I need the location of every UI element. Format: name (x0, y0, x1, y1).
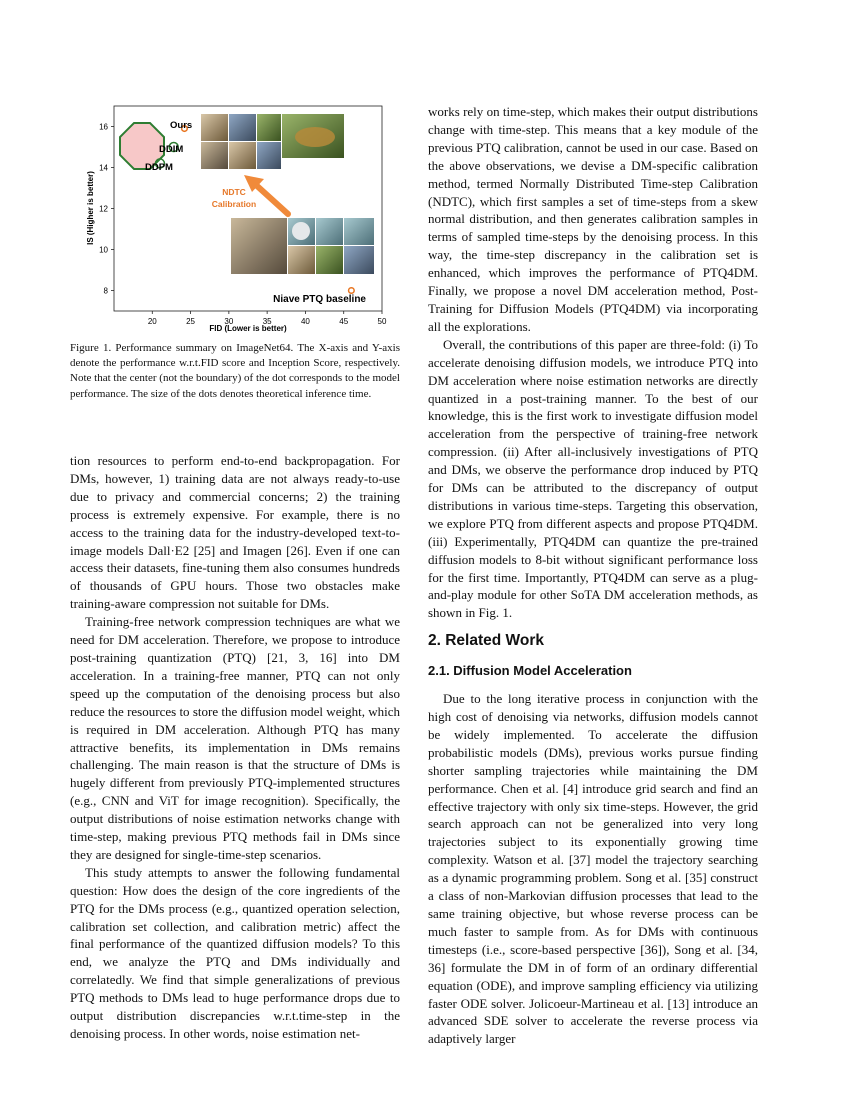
x-axis-label: FID (Lower is better) (209, 324, 287, 333)
left-paragraph-2: Training-free network compression techniques are what we need for DM acceleration. Therefore, we propose to introduce post-training quantization (PTQ) [21, 3, 16] into DM acceleration. In a training-free manner, PTQ can not only speed up the computation of the denoising process but also reduce the resources to store the diffusion model weight, which is required in DM acceleration. Although PTQ has many attractive benefits, its implementation in DMs remains challenging. The main reason is that the structure of DMs is hugely different from previously PTQ-implemented structures (e.g., CNN and ViT for image recognition). Specifically, the output distributions of noise estimation networks change with time-step, making previous PTQ methods fail in DMs since they are designed for single-time-step scenarios. (70, 614, 400, 862)
x-tick-label: 20 (147, 317, 157, 326)
x-tick-label: 35 (262, 317, 272, 326)
generated-images-top (201, 114, 344, 169)
y-tick-label: 14 (99, 163, 108, 173)
left-column (70, 452, 400, 1043)
x-tick-label: 40 (300, 317, 310, 326)
right-paragraph-1: works rely on time-step, which makes their output distributions change with time-step. This means that a key module of the previous PTQ calibration, cannot be used in our case. Based on the above observations, we devise a DM-specific calibration method, termed Normally Distributed Time-step Calibration (NDTC), which first samples a set of time-steps from a skew normal distribution, and then generates calibration samples in terms of sampled time-steps by the denoising process. In this way, the time-step discrepancy in the calibration set is enhanced, which improves the performance of PTQ4DM. Finally, we propose a novel DM acceleration method, Post-Training for Diffusion Models (PTQ4DM) via incorporating all the explorations. (428, 104, 758, 334)
label-ddpm: DDPM (145, 162, 173, 173)
data-point-niave-ptq-baseline (349, 288, 355, 294)
ndtc-label-line2: Calibration (211, 199, 257, 209)
label-ours: Ours (170, 120, 193, 131)
performance-scatter-chart (70, 103, 400, 335)
x-tick-label: 45 (339, 317, 349, 326)
x-tick-label: 30 (224, 317, 234, 326)
right-paragraph-2: Overall, the contributions of this paper are three-fold: (i) To accelerate denoising diffusion models, we introduce PTQ into DM acceleration where noise estimation networks are directly quantized in a post-training manner. To the best of our knowledge, this is the first work to investigate diffusion model acceleration from the perspective of training-free network compression. (ii) After all-inclusively investigations of PTQ and DMs, we observe the performance drop induced by PTQ for DMs can be attributed to the discrepancy of output distributions in various time-steps. Targeting this observation, we explore PTQ from different aspects and propose PTQ4DM. (iii) Experimentally, PTQ4DM can quantize the pre-trained diffusion models to 8-bit without significant performance loss for the first time. Importantly, PTQ4DM can serve as a plug-and-play module for other SoTA DM acceleration methods, as shown in Fig. 1. (428, 336, 758, 621)
left-paragraph-3: This study attempts to answer the following fundamental question: How does the design of the core ingredients of the PTQ for the DMs process (e.g., quantized operation selection, calibration set collection, and calibration metric) affect the final performance of the quantized diffusion models? To this end, we analyze the PTQ and DMs individually and correlatedly. We find that simple generalizations of previous PTQ methods to DMs lead to huge performance drops due to output distribution discrepancies w.r.t.time-step in the denoising process. In other words, noise estimation net- (70, 864, 400, 1041)
y-tick-label: 8 (103, 286, 108, 296)
generated-images-bottom (231, 218, 374, 274)
y-tick-label: 16 (99, 122, 108, 132)
ndtc-label-line1: NDTC (222, 187, 246, 197)
right-column (428, 103, 758, 1048)
subsection-heading-dm-acceleration: 2.1. Diffusion Model Acceleration (428, 663, 632, 679)
left-paragraph-1: tion resources to perform end-to-end backpropagation. For DMs, however, 1) training data are not always ready-to-use due to privacy and commercial concerns; 2) the training process is extremely expensive. For example, there is no access to the training data for the industry-developed text-to-image models Dall·E2 [25] and Imagen [26]. Even if one can access their datasets, fine-tuning them also consumes hundreds of thousands of GPU hours. Those two obstacles make training-aware compression not suitable for DMs. (70, 453, 400, 612)
x-tick-label: 25 (186, 317, 196, 326)
right-paragraph-3: Due to the long iterative process in conjunction with the high cost of denoising via networks, diffusion models cannot be widely implemented. To accelerate the diffusion probabilistic models (DMs), previous works pursue finding shorter sampling trajectories while maintaining the DM performance. Chen et al. [4] introduce grid search and find an effective trajectory with only six time-steps. However, the grid search approach can not be generalized into very long trajectories subject to its exponentially growing time complexity. Watson et al. [37] model the trajectory searching as a dynamic programming problem. Song et al. [35] construct a class of non-Markovian diffusion processes that lead to the same training objective, but whose reverse process can be much faster to sample from. As for DMs with continuous timesteps (i.e., score-based perspective [36]), Song et al. [34, 36] formulate the DM in of form of an ordinary differential equation (ODE), and improve sampling efficiency via utilizing faster ODE solver. Jolicoeur-Martineau et al. [13] introduce an advanced SDE solver to accelerate the reverse process via adaptively larger (428, 691, 758, 1047)
figure-caption: Figure 1. Performance summary on ImageNet64. The X-axis and Y-axis denote the performance w.r.t.FID score and Inception Score, respectively. Note that the center (not the boundary) of the dot corresponds to the model performance. The size of the dots denotes theoretical inference time. (70, 342, 400, 400)
x-tick-label: 50 (377, 317, 387, 326)
label-baseline: Niave PTQ baseline (273, 294, 366, 305)
y-tick-label: 10 (99, 245, 108, 255)
y-tick-label: 12 (99, 204, 108, 214)
y-ticks (99, 123, 114, 296)
figure-1 (70, 103, 400, 335)
section-heading-related-work: 2. Related Work (428, 632, 545, 650)
label-ddim: DDIM (159, 144, 184, 155)
y-axis-label: IS (Higher is better) (86, 171, 95, 245)
